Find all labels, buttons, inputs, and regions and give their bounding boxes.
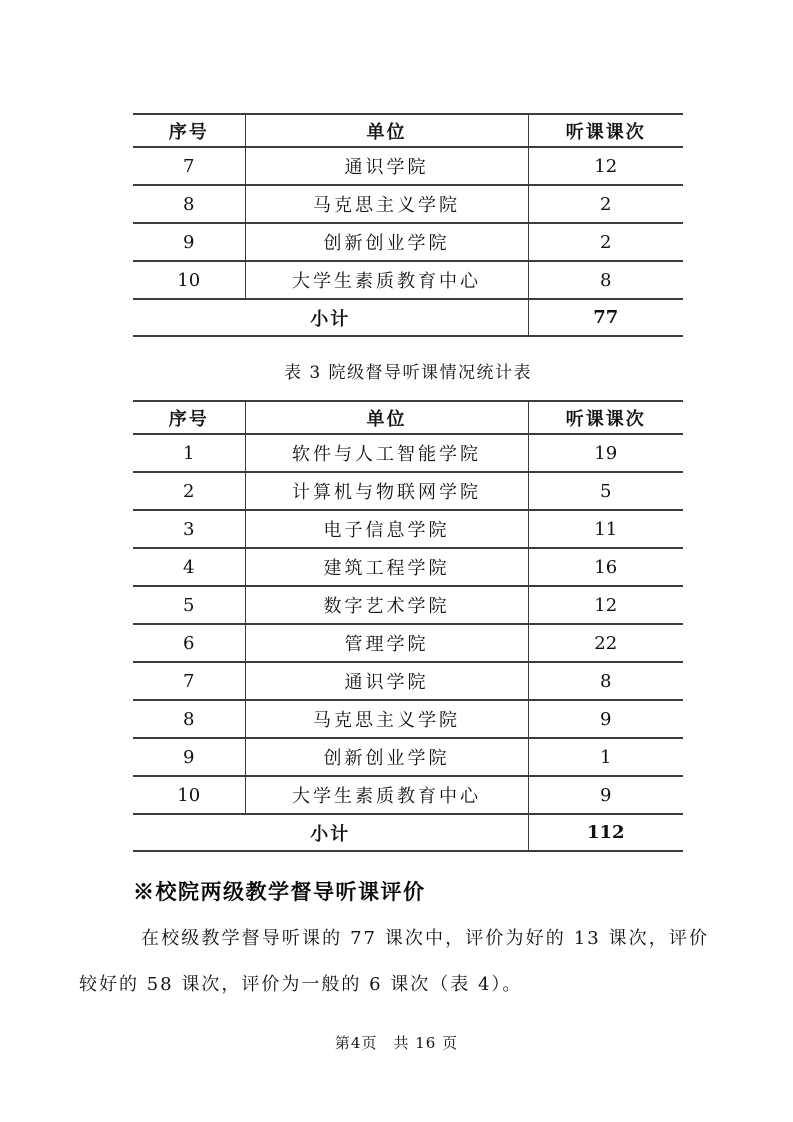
table-cell: 4	[183, 556, 195, 578]
table-cell: 3	[183, 518, 195, 540]
table-cell: 通识学院	[245, 662, 528, 700]
table-header-row	[133, 114, 683, 147]
table-cell: 建筑工程学院	[245, 548, 528, 586]
table-cell: 8	[183, 193, 195, 215]
table-cell: 软件与人工智能学院	[245, 434, 528, 472]
table-cell: 12	[594, 155, 618, 177]
table-row	[133, 147, 683, 185]
table-row	[133, 624, 683, 662]
body-paragraph: 在校级教学督导听课的 77 课次中，评价为好的 13 课次，评价较好的 58 课次，评价为一般的 6 课次（表 4）。	[79, 928, 709, 995]
page-footer: 第4页 共 16 页	[334, 1034, 459, 1052]
col-header-count: 听课课次	[565, 121, 646, 143]
table-cell: 8	[183, 708, 195, 730]
table-row	[133, 700, 683, 738]
table-row	[133, 434, 683, 472]
table-cell: 电子信息学院	[245, 510, 528, 548]
col-header-index: 序号	[168, 121, 209, 143]
table-row	[133, 185, 683, 223]
table-cell: 创新创业学院	[245, 223, 528, 261]
table-cell: 7	[183, 155, 195, 177]
table-cell: 9	[183, 746, 195, 768]
table-cell: 大学生素质教育中心	[245, 261, 528, 299]
table-row	[133, 738, 683, 776]
table-cell: 8	[600, 269, 612, 291]
table-college-supervision	[133, 400, 683, 852]
table-row	[133, 776, 683, 814]
table-cell: 10	[177, 269, 201, 291]
table-row	[133, 662, 683, 700]
table-cell: 2	[183, 480, 195, 502]
table-cell: 2	[600, 231, 612, 253]
table-cell: 计算机与物联网学院	[245, 472, 528, 510]
col-header-count: 听课课次	[565, 408, 646, 430]
subtotal-label: 小计	[133, 814, 528, 851]
table-cell: 9	[183, 231, 195, 253]
table-cell: 9	[600, 784, 612, 806]
table-row	[133, 548, 683, 586]
table-row	[133, 586, 683, 624]
subtotal-label: 小计	[133, 299, 528, 336]
col-header-unit: 单位	[245, 401, 528, 434]
subtotal-value: 112	[586, 822, 625, 843]
col-header-index: 序号	[168, 408, 209, 430]
table-cell: 22	[594, 632, 618, 654]
table-cell: 1	[600, 746, 612, 768]
subtotal-row	[133, 299, 683, 336]
table-cell: 大学生素质教育中心	[245, 776, 528, 814]
section-heading: ※校院两级教学督导听课评价	[133, 879, 426, 904]
table-cell: 马克思主义学院	[245, 185, 528, 223]
table-cell: 6	[183, 632, 195, 654]
table-cell: 10	[177, 784, 201, 806]
table-row	[133, 472, 683, 510]
table-cell: 11	[594, 518, 618, 540]
table-cell: 12	[594, 594, 618, 616]
table-cell: 通识学院	[245, 147, 528, 185]
table-cell: 马克思主义学院	[245, 700, 528, 738]
table-cell: 管理学院	[245, 624, 528, 662]
table-cell: 5	[183, 594, 195, 616]
table-row	[133, 223, 683, 261]
table-cell: 数字艺术学院	[245, 586, 528, 624]
table-cell: 19	[594, 442, 618, 464]
table-campus-supervision-continued	[133, 113, 683, 337]
table-cell: 7	[183, 670, 195, 692]
table-cell: 8	[600, 670, 612, 692]
table-cell: 1	[183, 442, 195, 464]
table-header-row	[133, 401, 683, 434]
table-cell: 5	[600, 480, 612, 502]
table-row	[133, 261, 683, 299]
subtotal-row	[133, 814, 683, 851]
table3-caption: 表 3 院级督导听课情况统计表	[283, 363, 533, 383]
table-cell: 创新创业学院	[245, 738, 528, 776]
subtotal-value: 77	[593, 307, 619, 328]
table-cell: 2	[600, 193, 612, 215]
table-row	[133, 510, 683, 548]
col-header-unit: 单位	[245, 114, 528, 147]
table-cell: 16	[594, 556, 618, 578]
table-cell: 9	[600, 708, 612, 730]
